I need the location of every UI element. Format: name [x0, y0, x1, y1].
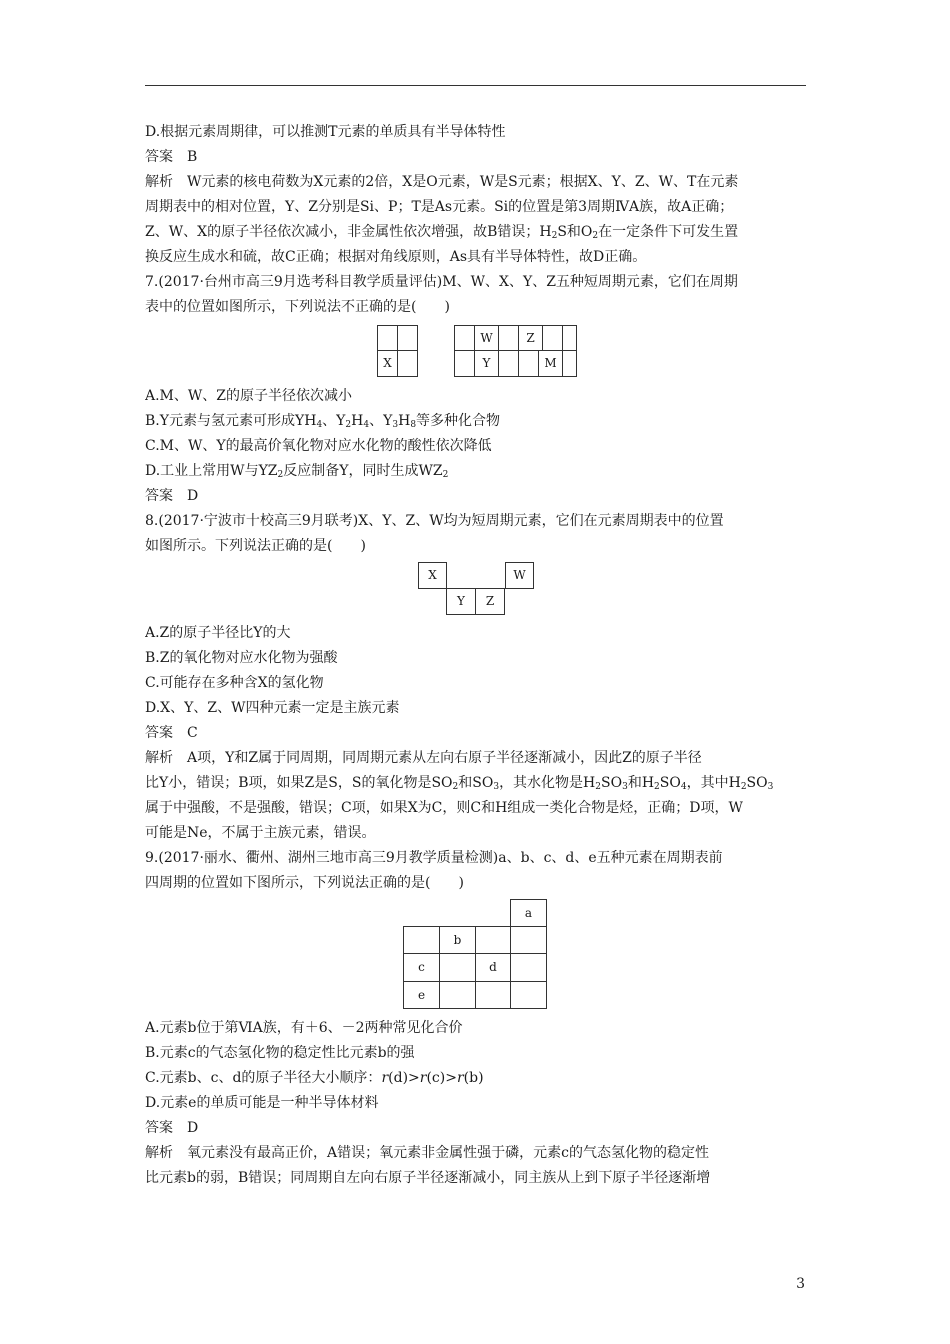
q6-analysis-4: 换反应生成水和硫，故C正确；根据对角线原则，As具有半导体特性，故D正确。: [145, 249, 647, 265]
q8-option-a: A.Z的原子半径比Y的大: [145, 625, 291, 641]
q9-cell: [510, 981, 547, 1009]
q9-option-c: C.元素b、c、d的原子半径大小顺序：r(d)>r(c)>r(b): [145, 1070, 484, 1086]
q9-cell-c: c: [403, 953, 440, 982]
q7-cell-w: W: [474, 325, 499, 351]
q8-analysis-3: 属于中强酸，不是强酸，错误；C项，如果X为C，则C和H组成一类化合物是烃，正确；D项，W: [145, 800, 743, 816]
q8-cell-w: W: [505, 562, 534, 589]
q7-cell-y: Y: [474, 350, 499, 377]
q7-cell: [454, 325, 475, 351]
q7-option-c: C.M、W、Y的最高价氧化物对应水化物的酸性依次降低: [145, 438, 492, 454]
q7-answer: 答案 D: [145, 488, 199, 504]
q9-cell: [439, 953, 476, 982]
q7-cell-x: X: [377, 350, 398, 377]
q8-answer: 答案 C: [145, 725, 198, 741]
q7-cell-m: M: [538, 350, 563, 377]
q6-analysis-1: 解析 W元素的核电荷数为X元素的2倍，X是O元素，W是S元素；根据X、Y、Z、W、T在元素: [145, 174, 739, 190]
page-content: [145, 120, 807, 1191]
q8-periodic-grid: [145, 559, 807, 621]
q8-analysis-4: 可能是Ne，不属于主族元素，错误。: [145, 825, 376, 841]
q7-cell: [562, 325, 577, 351]
q7-option-a: A.M、W、Z的原子半径依次减小: [145, 388, 353, 404]
q7-cell: [498, 325, 519, 351]
q7-cell: [397, 350, 418, 377]
q9-cell: [475, 926, 511, 954]
q9-stem-1: 9.(2017·丽水、衢州、湖州三地市高三9月教学质量检测)a、b、c、d、e五种元素在周期表前: [145, 850, 723, 866]
header-rule: [145, 85, 806, 86]
q7-option-b: B.Y元素与氢元素可形成$YH_4$、$Y_2H_4$、$Y_3H_8$等多种化合物: [145, 413, 501, 430]
q9-cell: [510, 953, 547, 982]
q8-cell-x: X: [418, 562, 447, 589]
q7-stem-2: 表中的位置如图所示，下列说法不正确的是( ): [145, 299, 450, 315]
q9-stem-2: 四周期的位置如下图所示，下列说法正确的是( ): [145, 875, 464, 891]
q8-analysis-2: 比Y小，错误；B项，如果Z是S，S的氧化物是$SO_2$和$SO_3$，其水化物是$H_2SO_3$和$H_2SO_4$，其中$H_2SO_3$: [145, 775, 774, 792]
q8-analysis-1: 解析 A项，Y和Z属于同周期，同周期元素从左向右原子半径逐渐减小，因此Z的原子半径: [145, 750, 702, 766]
q9-cell: [510, 926, 547, 954]
q9-option-a: A.元素b位于第ⅥA族，有＋6、－2两种常见化合价: [145, 1020, 463, 1036]
q8-stem-2: 如图所示。下列说法正确的是( ): [145, 538, 366, 554]
q7-cell: [397, 325, 418, 351]
q9-cell-b: b: [439, 926, 476, 954]
q7-cell-z: Z: [518, 325, 543, 351]
q9-periodic-grid: [145, 896, 807, 1016]
q6-analysis-2: 周期表中的相对位置，Y、Z分别是Si、P；T是As元素。Si的位置是第3周期ⅣA族，故A正确；: [145, 199, 734, 215]
q6-answer: 答案 B: [145, 149, 198, 165]
q9-option-d: D.元素e的单质可能是一种半导体材料: [145, 1095, 379, 1111]
q8-option-d: D.X、Y、Z、W四种元素一定是主族元素: [145, 700, 400, 716]
q8-option-c: C.可能存在多种含X的氢化物: [145, 675, 324, 691]
q7-stem-1: 7.(2017·台州市高三9月选考科目教学质量评估)M、W、X、Y、Z五种短周期元素，它们在周期: [145, 274, 738, 290]
q9-cell: [439, 981, 476, 1009]
q9-analysis-1: 解析 氧元素没有最高正价，A错误；氧元素非金属性强于磷，元素c的气态氢化物的稳定性: [145, 1145, 709, 1161]
q7-option-d: D.工业上常用W与$YZ_2$反应制备Y，同时生成$WZ_2$: [145, 463, 449, 480]
q8-option-b: B.Z的氧化物对应水化物为强酸: [145, 650, 338, 666]
q7-cell: [518, 350, 539, 377]
q7-cell: [542, 325, 563, 351]
q6-analysis-3: Z、W、X的原子半径依次减小，非金属性依次增强，故B错误；$H_2S$和$O_2$在一定条件下可发生置: [145, 224, 739, 241]
q9-cell: [403, 926, 440, 954]
q9-answer: 答案 D: [145, 1120, 199, 1136]
q7-cell: [454, 350, 475, 377]
q7-cell: [377, 325, 398, 351]
q7-cell: [498, 350, 519, 377]
q8-cell-y: Y: [446, 588, 476, 615]
q9-cell-e: e: [403, 981, 440, 1009]
q6-option-d: D.根据元素周期律，可以推测T元素的单质具有半导体特性: [145, 124, 506, 140]
q7-cell: [562, 350, 577, 377]
q9-cell: [475, 981, 511, 1009]
q9-cell-d: d: [475, 953, 511, 982]
q8-stem-1: 8.(2017·宁波市十校高三9月联考)X、Y、Z、W均为短周期元素，它们在元素周期表中的位置: [145, 513, 724, 529]
q8-cell-z: Z: [475, 588, 505, 615]
q9-option-b: B.元素c的气态氢化物的稳定性比元素b的强: [145, 1045, 415, 1061]
q9-cell-a: a: [510, 899, 547, 927]
q7-periodic-grid: [145, 320, 807, 384]
q9-analysis-2: 比元素b的弱，B错误；同周期自左向右原子半径逐渐减小，同主族从上到下原子半径逐渐增: [145, 1170, 711, 1186]
page-number: 3: [796, 1276, 805, 1292]
